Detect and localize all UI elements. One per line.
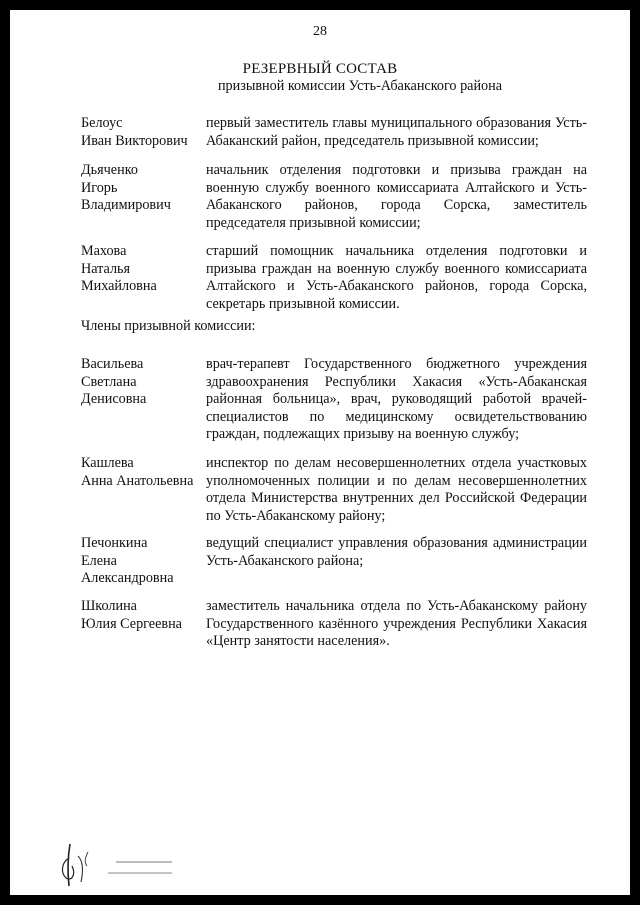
document-subtitle: призывной комиссии Усть-Абаканского района bbox=[217, 78, 503, 94]
name-line: Игорь bbox=[81, 179, 118, 196]
person-position: врач-терапевт Государственного бюджетного учреждения здравоохранения Республики Хакасия «Усть-Абаканская районная больница», врач, руководящий работой врачей-специалистов по медицинскому освидетельствованию граждан, подлежащих призыву на военную службу; bbox=[206, 356, 587, 442]
person-position: первый заместитель главы муниципального образования Усть-Абаканский район, председатель призывной комиссии; bbox=[206, 115, 587, 149]
signature-mark bbox=[48, 838, 208, 893]
name-line: Юлия Сергеевна bbox=[81, 615, 182, 632]
name-line: Владимирович bbox=[81, 197, 171, 213]
name-line: Васильева bbox=[81, 356, 144, 372]
person-name bbox=[81, 243, 211, 296]
name-line: Печонкина bbox=[81, 535, 148, 551]
person-position: заместитель начальника отдела по Усть-Абаканскому району Государственного казённого учреждения Республики Хакасия «Центр занятости населения». bbox=[206, 598, 587, 649]
person-position: начальник отделения подготовки и призыва граждан на военную службу военного комиссариата Алтайского и Усть-Абаканского районов, города Сорска, заместитель председателя призывной комиссии; bbox=[206, 162, 587, 231]
document-title: РЕЗЕРВНЫЙ СОСТАВ bbox=[242, 61, 398, 77]
name-line: Кашлева bbox=[81, 455, 134, 471]
name-line: Белоус bbox=[81, 115, 123, 131]
document-content bbox=[10, 10, 630, 895]
name-line: Школина bbox=[81, 598, 137, 614]
person-position: ведущий специалист управления образования администрации Усть-Абаканского района; bbox=[206, 535, 587, 569]
name-line: Михайловна bbox=[81, 278, 157, 294]
name-line: Анна Анатольевна bbox=[81, 472, 194, 489]
name-line: Денисовна bbox=[81, 391, 147, 407]
person-name bbox=[81, 356, 211, 409]
members-heading: Члены призывной комиссии: bbox=[81, 318, 256, 334]
page-number: 28 bbox=[313, 24, 327, 39]
person-name bbox=[81, 535, 211, 588]
document-page bbox=[10, 10, 630, 895]
name-line: Наталья bbox=[81, 260, 131, 277]
person-position: инспектор по делам несовершеннолетних отдела участковых уполномоченных полиции и по делам несовершеннолетних отдела Министерства внутренних дел Российской Федерации по Усть-Абаканскому району; bbox=[206, 455, 587, 524]
name-line: Дьяченко bbox=[81, 162, 138, 178]
person-name bbox=[81, 115, 211, 150]
person-name bbox=[81, 455, 211, 490]
name-line: Иван Викторович bbox=[81, 132, 188, 149]
name-line: Александровна bbox=[81, 570, 174, 586]
name-line: Махова bbox=[81, 243, 127, 259]
name-line: Елена bbox=[81, 552, 117, 569]
person-name bbox=[81, 598, 211, 633]
person-position: старший помощник начальника отделения подготовки и призыва граждан на военную службу военного комиссариата Алтайского и Усть-Абаканского районов, города Сорска, секретарь призывной комиссии. bbox=[206, 243, 587, 312]
name-line: Светлана bbox=[81, 373, 137, 390]
person-name bbox=[81, 162, 211, 215]
